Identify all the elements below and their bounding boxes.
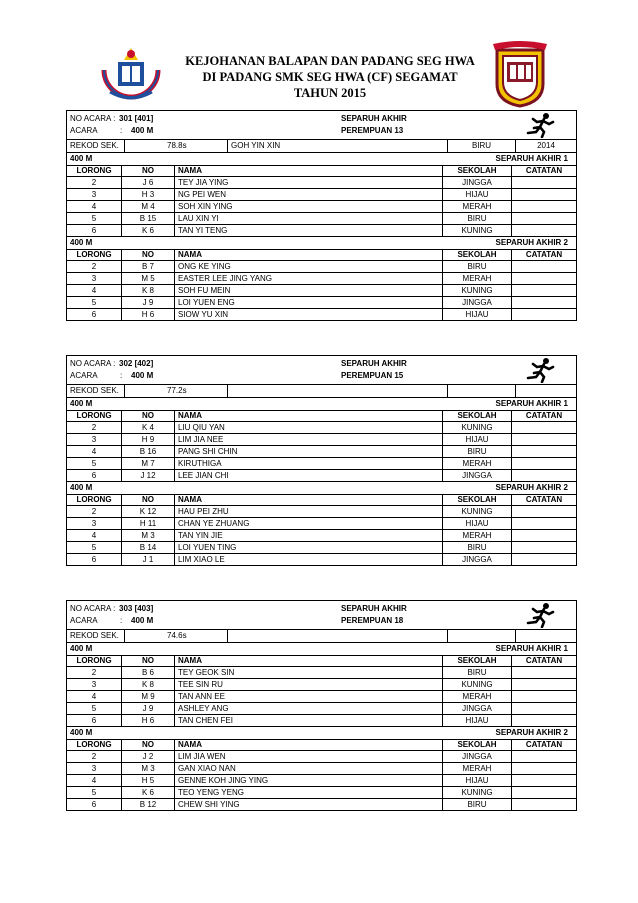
lorong-cell: 5: [67, 458, 122, 470]
table-row: [67, 751, 577, 763]
table-row: [67, 309, 577, 321]
catatan-cell: [512, 715, 577, 727]
heat-label: SEPARUH AKHIR 2: [495, 483, 568, 492]
acara-colon: :: [120, 126, 123, 135]
no-cell: M 7: [122, 458, 175, 470]
record-time: 74.6s: [125, 630, 228, 642]
heat-event: 400 M: [70, 154, 93, 163]
no-cell: B 6: [122, 667, 175, 679]
nama-cell: GAN XIAO NAN: [175, 763, 443, 775]
record-year: [516, 630, 576, 642]
no-cell: K 8: [122, 679, 175, 691]
sekolah-cell: BIRU: [443, 446, 512, 458]
nama-cell: ONG KE YING: [175, 261, 443, 273]
nama-cell: LIM JIA NEE: [175, 434, 443, 446]
no-cell: K 6: [122, 787, 175, 799]
col-no: NO: [122, 411, 175, 422]
no-cell: K 4: [122, 422, 175, 434]
nama-cell: LIU QIU YAN: [175, 422, 443, 434]
sekolah-cell: HIJAU: [443, 309, 512, 321]
record-holder: GOH YIN XIN: [228, 140, 448, 152]
catatan-cell: [512, 213, 577, 225]
no-cell: M 4: [122, 201, 175, 213]
col-nama: NAMA: [175, 166, 443, 177]
no-cell: B 12: [122, 799, 175, 811]
sekolah-cell: MERAH: [443, 530, 512, 542]
lorong-cell: 6: [67, 715, 122, 727]
catatan-cell: [512, 751, 577, 763]
lorong-cell: 3: [67, 434, 122, 446]
no-cell: H 11: [122, 518, 175, 530]
lorong-cell: 3: [67, 679, 122, 691]
nama-cell: TEY GEOK SIN: [175, 667, 443, 679]
heat-header: [66, 237, 577, 250]
nama-cell: SOH FU MEIN: [175, 285, 443, 297]
lorong-cell: 4: [67, 446, 122, 458]
table-row: [67, 446, 577, 458]
lorong-cell: 4: [67, 691, 122, 703]
lorong-cell: 2: [67, 667, 122, 679]
lorong-cell: 2: [67, 261, 122, 273]
nama-cell: TAN CHEN FEI: [175, 715, 443, 727]
col-lorong: LORONG: [67, 411, 122, 422]
lorong-cell: 5: [67, 787, 122, 799]
col-no: NO: [122, 250, 175, 261]
heat-table: [66, 250, 577, 321]
record-year: [516, 385, 576, 397]
lorong-cell: 2: [67, 177, 122, 189]
sekolah-cell: MERAH: [443, 458, 512, 470]
record-row: [66, 140, 577, 153]
nama-cell: TAN ANN EE: [175, 691, 443, 703]
no-cell: M 3: [122, 530, 175, 542]
category-label: PEREMPUAN 18: [341, 616, 404, 625]
sekolah-cell: KUNING: [443, 285, 512, 297]
col-sekolah: SEKOLAH: [443, 411, 512, 422]
record-time: 77.2s: [125, 385, 228, 397]
catatan-cell: [512, 679, 577, 691]
sekolah-cell: HIJAU: [443, 434, 512, 446]
col-no: NO: [122, 656, 175, 667]
rekod-label: REKOD SEK.: [67, 140, 125, 152]
lorong-cell: 6: [67, 225, 122, 237]
no-cell: J 2: [122, 751, 175, 763]
no-cell: J 12: [122, 470, 175, 482]
no-cell: K 12: [122, 506, 175, 518]
nama-cell: LIM JIA WEN: [175, 751, 443, 763]
catatan-cell: [512, 261, 577, 273]
heat-header: [66, 727, 577, 740]
catatan-cell: [512, 285, 577, 297]
nama-cell: LIM XIAO LE: [175, 554, 443, 566]
heat-event: 400 M: [70, 399, 93, 408]
sekolah-cell: JINGGA: [443, 703, 512, 715]
table-row: [67, 703, 577, 715]
col-catatan: CATATAN: [512, 740, 577, 751]
event-block: [66, 600, 577, 811]
lorong-cell: 3: [67, 189, 122, 201]
col-no: NO: [122, 495, 175, 506]
table-row: [67, 201, 577, 213]
heat-label: SEPARUH AKHIR 1: [495, 154, 568, 163]
sekolah-cell: KUNING: [443, 422, 512, 434]
nama-cell: LAU XIN YI: [175, 213, 443, 225]
lorong-cell: 3: [67, 273, 122, 285]
event-header: [66, 110, 577, 140]
catatan-cell: [512, 273, 577, 285]
no-acara-label: NO ACARA :: [70, 359, 116, 368]
lorong-cell: 6: [67, 470, 122, 482]
heat-table: [66, 656, 577, 727]
lorong-cell: 5: [67, 297, 122, 309]
table-row: [67, 715, 577, 727]
table-row: [67, 297, 577, 309]
no-acara-value: 303 [403]: [119, 604, 154, 613]
sekolah-cell: MERAH: [443, 273, 512, 285]
no-cell: K 8: [122, 285, 175, 297]
nama-cell: LEE JIAN CHI: [175, 470, 443, 482]
no-cell: H 3: [122, 189, 175, 201]
acara-value: 400 M: [131, 616, 154, 625]
catatan-cell: [512, 530, 577, 542]
no-cell: B 14: [122, 542, 175, 554]
sekolah-cell: KUNING: [443, 679, 512, 691]
catatan-cell: [512, 458, 577, 470]
table-row: [67, 763, 577, 775]
lorong-cell: 5: [67, 213, 122, 225]
heat-event: 400 M: [70, 238, 93, 247]
col-lorong: LORONG: [67, 740, 122, 751]
category-label: PEREMPUAN 15: [341, 371, 404, 380]
no-cell: H 6: [122, 309, 175, 321]
col-sekolah: SEKOLAH: [443, 495, 512, 506]
table-row: [67, 422, 577, 434]
nama-cell: TEO YENG YENG: [175, 787, 443, 799]
no-cell: B 7: [122, 261, 175, 273]
nama-cell: CHEW SHI YING: [175, 799, 443, 811]
table-row: [67, 213, 577, 225]
table-row: [67, 787, 577, 799]
col-catatan: CATATAN: [512, 411, 577, 422]
no-cell: B 15: [122, 213, 175, 225]
category-label: PEREMPUAN 13: [341, 126, 404, 135]
table-header-row: [67, 250, 577, 261]
catatan-cell: [512, 554, 577, 566]
catatan-cell: [512, 309, 577, 321]
table-row: [67, 177, 577, 189]
catatan-cell: [512, 703, 577, 715]
heat-header: [66, 153, 577, 166]
runner-icon: [522, 602, 558, 628]
col-nama: NAMA: [175, 740, 443, 751]
sekolah-cell: MERAH: [443, 201, 512, 213]
nama-cell: NG PEI WEN: [175, 189, 443, 201]
catatan-cell: [512, 667, 577, 679]
nama-cell: GENNE KOH JING YING: [175, 775, 443, 787]
col-lorong: LORONG: [67, 656, 122, 667]
table-row: [67, 518, 577, 530]
heat-header: [66, 482, 577, 495]
heat-event: 400 M: [70, 728, 93, 737]
runner-icon: [522, 357, 558, 383]
lorong-cell: 4: [67, 285, 122, 297]
record-year: 2014: [537, 141, 555, 150]
col-nama: NAMA: [175, 495, 443, 506]
stage-label: SEPARUH AKHIR: [341, 359, 407, 368]
catatan-cell: [512, 506, 577, 518]
nama-cell: TEE SIN RU: [175, 679, 443, 691]
table-row: [67, 691, 577, 703]
heat-event: 400 M: [70, 483, 93, 492]
record-row: [66, 630, 577, 643]
rekod-label: REKOD SEK.: [67, 385, 125, 397]
no-cell: H 9: [122, 434, 175, 446]
record-row: [66, 385, 577, 398]
catatan-cell: [512, 542, 577, 554]
no-cell: B 16: [122, 446, 175, 458]
acara-colon: :: [120, 371, 123, 380]
sekolah-cell: HIJAU: [443, 775, 512, 787]
nama-cell: TEY JIA YING: [175, 177, 443, 189]
table-row: [67, 554, 577, 566]
acara-value: 400 M: [131, 126, 154, 135]
nama-cell: CHAN YE ZHUANG: [175, 518, 443, 530]
table-row: [67, 775, 577, 787]
table-header-row: [67, 166, 577, 177]
school-crest-logo: [493, 40, 547, 108]
rekod-label: REKOD SEK.: [67, 630, 125, 642]
no-cell: H 6: [122, 715, 175, 727]
acara-label: ACARA: [70, 371, 98, 380]
col-catatan: CATATAN: [512, 495, 577, 506]
nama-cell: HAU PEI ZHU: [175, 506, 443, 518]
no-acara-value: 301 [401]: [119, 114, 154, 123]
stage-label: SEPARUH AKHIR: [341, 604, 407, 613]
heat-label: SEPARUH AKHIR 2: [495, 238, 568, 247]
lorong-cell: 2: [67, 422, 122, 434]
sekolah-cell: MERAH: [443, 763, 512, 775]
table-header-row: [67, 495, 577, 506]
nama-cell: SIOW YU XIN: [175, 309, 443, 321]
no-cell: M 3: [122, 763, 175, 775]
nama-cell: LOI YUEN TING: [175, 542, 443, 554]
runner-icon: [522, 112, 558, 138]
sekolah-cell: HIJAU: [443, 189, 512, 201]
col-sekolah: SEKOLAH: [443, 656, 512, 667]
title-line-3: TAHUN 2015: [293, 86, 367, 100]
col-lorong: LORONG: [67, 495, 122, 506]
record-school: [448, 630, 516, 642]
table-row: [67, 434, 577, 446]
sekolah-cell: BIRU: [443, 799, 512, 811]
sekolah-cell: BIRU: [443, 261, 512, 273]
sekolah-cell: JINGGA: [443, 751, 512, 763]
heat-event: 400 M: [70, 644, 93, 653]
catatan-cell: [512, 422, 577, 434]
stage-label: SEPARUH AKHIR: [341, 114, 407, 123]
col-catatan: CATATAN: [512, 166, 577, 177]
lorong-cell: 3: [67, 763, 122, 775]
no-cell: J 6: [122, 177, 175, 189]
heat-table: [66, 166, 577, 237]
lorong-cell: 4: [67, 201, 122, 213]
sekolah-cell: KUNING: [443, 506, 512, 518]
catatan-cell: [512, 201, 577, 213]
col-catatan: CATATAN: [512, 656, 577, 667]
col-lorong: LORONG: [67, 166, 122, 177]
table-row: [67, 189, 577, 201]
col-lorong: LORONG: [67, 250, 122, 261]
no-acara-label: NO ACARA :: [70, 604, 116, 613]
event-header: [66, 355, 577, 385]
nama-cell: SOH XIN YING: [175, 201, 443, 213]
acara-colon: :: [120, 616, 123, 625]
lorong-cell: 3: [67, 518, 122, 530]
nama-cell: LOI YUEN ENG: [175, 297, 443, 309]
sekolah-cell: KUNING: [443, 787, 512, 799]
lorong-cell: 4: [67, 530, 122, 542]
no-cell: M 9: [122, 691, 175, 703]
table-row: [67, 679, 577, 691]
acara-label: ACARA: [70, 616, 98, 625]
catatan-cell: [512, 434, 577, 446]
sekolah-cell: HIJAU: [443, 715, 512, 727]
table-row: [67, 542, 577, 554]
record-holder: [228, 385, 448, 397]
col-catatan: CATATAN: [512, 250, 577, 261]
col-sekolah: SEKOLAH: [443, 166, 512, 177]
table-row: [67, 506, 577, 518]
catatan-cell: [512, 518, 577, 530]
catatan-cell: [512, 470, 577, 482]
sekolah-cell: JINGGA: [443, 297, 512, 309]
table-header-row: [67, 411, 577, 422]
table-row: [67, 273, 577, 285]
table-row: [67, 667, 577, 679]
lorong-cell: 5: [67, 542, 122, 554]
no-cell: M 5: [122, 273, 175, 285]
lorong-cell: 4: [67, 775, 122, 787]
table-row: [67, 530, 577, 542]
lorong-cell: 6: [67, 554, 122, 566]
table-row: [67, 285, 577, 297]
record-school: BIRU: [448, 140, 516, 152]
lorong-cell: 6: [67, 309, 122, 321]
event-block: [66, 355, 577, 566]
heat-table: [66, 411, 577, 482]
heat-table: [66, 740, 577, 811]
table-row: [67, 261, 577, 273]
no-cell: K 6: [122, 225, 175, 237]
nama-cell: ASHLEY ANG: [175, 703, 443, 715]
col-nama: NAMA: [175, 411, 443, 422]
table-header-row: [67, 656, 577, 667]
sekolah-cell: JINGGA: [443, 470, 512, 482]
heat-header: [66, 398, 577, 411]
table-row: [67, 225, 577, 237]
heat-label: SEPARUH AKHIR 1: [495, 644, 568, 653]
catatan-cell: [512, 799, 577, 811]
table-row: [67, 799, 577, 811]
sekolah-cell: KUNING: [443, 225, 512, 237]
catatan-cell: [512, 177, 577, 189]
sekolah-cell: JINGGA: [443, 177, 512, 189]
acara-value: 400 M: [131, 371, 154, 380]
lorong-cell: 2: [67, 506, 122, 518]
col-no: NO: [122, 166, 175, 177]
record-school: [448, 385, 516, 397]
sekolah-cell: BIRU: [443, 213, 512, 225]
acara-label: ACARA: [70, 126, 98, 135]
catatan-cell: [512, 775, 577, 787]
col-nama: NAMA: [175, 250, 443, 261]
record-time: 78.8s: [125, 140, 228, 152]
col-no: NO: [122, 740, 175, 751]
nama-cell: KIRUTHIGA: [175, 458, 443, 470]
no-cell: J 1: [122, 554, 175, 566]
table-row: [67, 458, 577, 470]
ministry-education-logo: [98, 42, 164, 106]
col-sekolah: SEKOLAH: [443, 740, 512, 751]
nama-cell: TAN YIN JIE: [175, 530, 443, 542]
heat-table: [66, 495, 577, 566]
lorong-cell: 2: [67, 751, 122, 763]
nama-cell: EASTER LEE JING YANG: [175, 273, 443, 285]
record-holder: [228, 630, 448, 642]
no-cell: H 5: [122, 775, 175, 787]
sekolah-cell: HIJAU: [443, 518, 512, 530]
col-sekolah: SEKOLAH: [443, 250, 512, 261]
table-header-row: [67, 740, 577, 751]
event-block: [66, 110, 577, 321]
catatan-cell: [512, 787, 577, 799]
sekolah-cell: MERAH: [443, 691, 512, 703]
no-cell: J 9: [122, 297, 175, 309]
col-nama: NAMA: [175, 656, 443, 667]
heat-header: [66, 643, 577, 656]
no-acara-label: NO ACARA :: [70, 114, 116, 123]
nama-cell: TAN YI TENG: [175, 225, 443, 237]
catatan-cell: [512, 763, 577, 775]
catatan-cell: [512, 691, 577, 703]
document-title: [160, 53, 500, 101]
nama-cell: PANG SHI CHIN: [175, 446, 443, 458]
table-row: [67, 470, 577, 482]
lorong-cell: 6: [67, 799, 122, 811]
catatan-cell: [512, 225, 577, 237]
heat-label: SEPARUH AKHIR 1: [495, 399, 568, 408]
title-line-2: DI PADANG SMK SEG HWA (CF) SEGAMAT: [202, 70, 458, 84]
event-header: [66, 600, 577, 630]
no-acara-value: 302 [402]: [119, 359, 154, 368]
catatan-cell: [512, 297, 577, 309]
catatan-cell: [512, 189, 577, 201]
sekolah-cell: BIRU: [443, 542, 512, 554]
no-cell: J 9: [122, 703, 175, 715]
sekolah-cell: BIRU: [443, 667, 512, 679]
title-line-1: KEJOHANAN BALAPAN DAN PADANG SEG HWA: [185, 54, 475, 68]
sekolah-cell: JINGGA: [443, 554, 512, 566]
lorong-cell: 5: [67, 703, 122, 715]
heat-label: SEPARUH AKHIR 2: [495, 728, 568, 737]
catatan-cell: [512, 446, 577, 458]
